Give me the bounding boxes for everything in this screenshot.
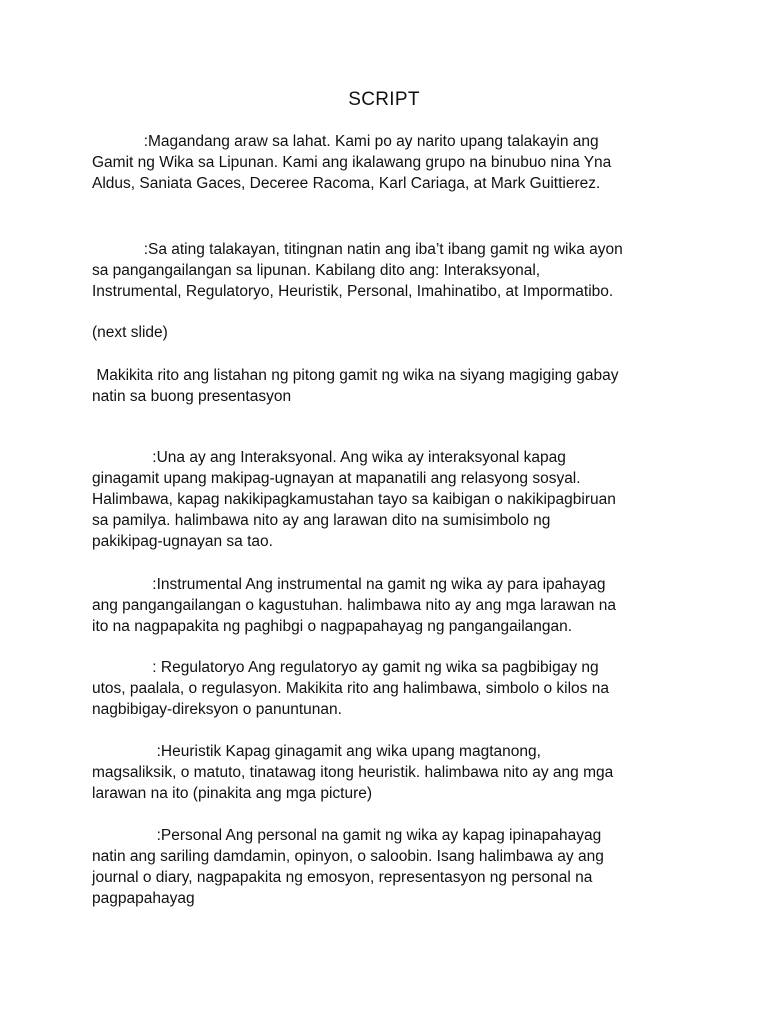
paragraph-introduction	[92, 131, 692, 194]
paragraph-text: (next slide)	[92, 324, 168, 341]
paragraph-text: :Personal Ang personal na gamit ng wika ay kapag ipinapahayag natin ang sariling damdamin, opinyon, o saloobin. Isang halimbawa ay ang journal o diary, nagpapakita ng emosyon, representasyon ng personal na pagpapahayag	[92, 827, 604, 907]
document-title: SCRIPT	[348, 89, 420, 110]
paragraph-personal	[92, 825, 692, 909]
paragraph-indent	[92, 576, 152, 593]
paragraph-indent	[92, 241, 144, 258]
paragraph-heuristik	[92, 741, 692, 804]
paragraph-regulatoryo	[92, 657, 692, 720]
paragraph-indent	[92, 449, 152, 466]
paragraph-list	[92, 365, 692, 407]
paragraph-indent	[92, 827, 157, 844]
paragraph-next-slide	[92, 322, 692, 343]
paragraph-overview	[92, 239, 692, 302]
paragraph-indent	[92, 133, 144, 150]
paragraph-text: :Magandang araw sa lahat. Kami po ay narito upang talakayin ang Gamit ng Wika sa Lipunan. Kami ang ikalawang grupo na binubuo nina Yna Aldus, Saniata Gaces, Deceree Racoma, Karl Cariaga, at Mark Guittierez.	[92, 133, 612, 192]
paragraph-interaksyonal	[92, 447, 692, 552]
paragraph-instrumental	[92, 574, 692, 637]
paragraph-text: :Instrumental Ang instrumental na gamit ng wika ay para ipahayag ang pangangailangan o kagustuhan. halimbawa nito ay ang mga larawan na ito na nagpapakita ng paghibgi o nagpapahayag ng pangangailangan.	[92, 576, 616, 635]
paragraph-indent	[92, 659, 152, 676]
paragraph-text: :Una ay ang Interaksyonal. Ang wika ay interaksyonal kapag ginagamit upang makipag-ugnayan at mapanatili ang relasyong sosyal. Halimbawa, kapag nakikipagkamustahan tayo sa kaibigan o nakikipagbiruan sa pamilya. halimbawa nito ay ang larawan dito na sumisimbolo ng pakikipag-ugnayan sa tao.	[92, 449, 616, 550]
paragraph-text: : Regulatoryo Ang regulatoryo ay gamit ng wika sa pagbibigay ng utos, paalala, o regulasyon. Makikita rito ang halimbawa, simbolo o kilos na nagbibigay-direksyon o panuntunan.	[92, 659, 609, 718]
paragraph-indent	[92, 743, 157, 760]
paragraph-text: :Sa ating talakayan, titingnan natin ang iba’t ibang gamit ng wika ayon sa pangangailangan sa lipunan. Kabilang dito ang: Interaksyonal, Instrumental, Regulatoryo, Heuristik, Personal, Imahinatibo, at Impormatibo.	[92, 241, 623, 300]
paragraph-text: Makikita rito ang listahan ng pitong gamit ng wika na siyang magiging gabay natin sa buong presentasyon	[92, 367, 619, 405]
paragraph-text: :Heuristik Kapag ginagamit ang wika upang magtanong, magsaliksik, o matuto, tinatawag itong heuristik. halimbawa nito ay ang mga larawan na ito (pinakita ang mga picture)	[92, 743, 614, 802]
